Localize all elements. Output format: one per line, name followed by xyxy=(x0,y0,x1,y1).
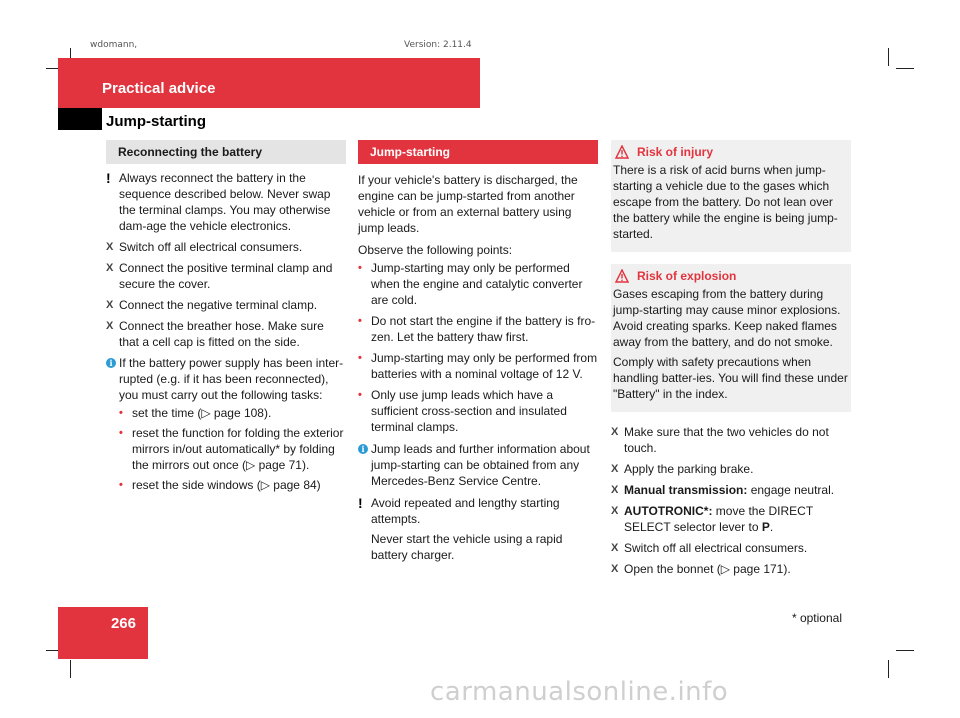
step-item xyxy=(611,503,851,535)
bullet-dot-icon: • xyxy=(119,407,123,419)
caution-text: Never start the vehicle using a rapid battery charger. xyxy=(371,532,563,562)
step-text: Make sure that the two vehicles do not touch. xyxy=(624,425,829,455)
section-header xyxy=(58,58,480,108)
step-arrow-icon: X xyxy=(611,563,619,575)
step-text: Switch off all electrical consumers. xyxy=(119,240,303,254)
caution-text: Avoid repeated and lengthy starting attempts. xyxy=(371,496,560,526)
column-jump-starting xyxy=(358,140,598,568)
list-item xyxy=(358,313,598,345)
task-text: reset the side windows (▷ page 84) xyxy=(132,478,321,492)
page-number-box xyxy=(58,607,148,659)
list-item xyxy=(358,387,598,435)
step-arrow-icon: X xyxy=(611,426,619,438)
warning-title: Risk of explosion xyxy=(637,269,737,283)
gear-position: P xyxy=(761,520,770,534)
step-arrow-icon: X xyxy=(611,542,619,554)
point-text: Do not start the engine if the battery is fro-zen. Let the battery thaw first. xyxy=(371,314,596,344)
step-item xyxy=(611,482,851,498)
bullet-dot-icon: • xyxy=(119,479,123,491)
task-text: set the time (▷ page 108). xyxy=(132,406,272,420)
bullet-dot-icon: • xyxy=(358,262,362,274)
step-text: Connect the positive terminal clamp and secure the cover. xyxy=(119,261,333,291)
exclamation-icon: ! xyxy=(358,495,363,511)
step-arrow-icon: X xyxy=(106,299,114,311)
footnote: * optional xyxy=(791,611,842,625)
step-text: Switch off all electrical consumers. xyxy=(624,541,808,555)
meta-version: Version: 2.11.4 xyxy=(404,40,472,50)
watermark: carmanualsonline.info xyxy=(430,677,729,707)
warning-title: Risk of injury xyxy=(637,145,714,159)
task-list xyxy=(119,405,346,493)
warning-triangle-icon xyxy=(615,145,629,159)
step-item xyxy=(611,561,851,577)
step-arrow-icon: X xyxy=(106,241,114,253)
crop-mark xyxy=(888,660,889,678)
bullet-dot-icon: • xyxy=(358,315,362,327)
warning-explosion xyxy=(611,264,851,412)
bullet-dot-icon: • xyxy=(358,389,362,401)
step-arrow-icon: X xyxy=(611,463,619,475)
meta-author: wdomann, xyxy=(90,40,138,50)
warning-text: Comply with safety precautions when handling batter-ies. You will find these under "Battery" in the index. xyxy=(613,355,848,401)
step-text: . xyxy=(769,520,774,534)
info-note xyxy=(106,355,346,493)
crop-mark xyxy=(888,48,889,66)
warning-injury xyxy=(611,140,851,252)
step-label: Manual transmission: xyxy=(624,483,748,497)
step-item xyxy=(611,424,851,456)
step-text: engage neutral. xyxy=(747,483,835,497)
bullet-dot-icon: • xyxy=(119,427,123,439)
step-item xyxy=(106,297,346,313)
observe-text: Observe the following points: xyxy=(358,243,513,257)
caution-note xyxy=(358,495,598,563)
point-text: Only use jump leads which have a sufficient cross-section and insulated terminal clamps. xyxy=(371,388,567,434)
list-item xyxy=(119,477,346,493)
subsection-title: Jump-starting xyxy=(106,113,207,130)
step-text: Open the bonnet (▷ page 171). xyxy=(624,562,791,576)
step-arrow-icon: X xyxy=(106,262,114,274)
bullet-dot-icon: • xyxy=(358,352,362,364)
list-item xyxy=(119,405,346,421)
step-item xyxy=(106,318,346,350)
header-tab xyxy=(58,108,102,130)
step-text: Connect the breather hose. Make sure that a cell cap is fitted on the side. xyxy=(119,319,324,349)
step-text: Connect the negative terminal clamp. xyxy=(119,298,318,312)
exclamation-icon: ! xyxy=(106,170,111,186)
column-warnings xyxy=(611,140,851,582)
warning-text: Gases escaping from the battery during jump-starting may cause minor explosions. Avoid creating sparks. Keep naked flames away from the battery, and do not smoke. xyxy=(613,287,841,349)
step-arrow-icon: X xyxy=(611,505,619,517)
info-icon: i xyxy=(106,358,116,368)
task-text: reset the function for folding the exterior mirrors in/out automatically* by folding the mirrors out once (▷ page 71). xyxy=(132,426,344,472)
warning-triangle-icon xyxy=(615,269,629,283)
step-item xyxy=(611,540,851,556)
section-title: Practical advice xyxy=(102,80,216,97)
caution-text: Always reconnect the battery in the sequence described below. Never swap the terminal clamps. You may otherwise dam-age the vehicle electronics. xyxy=(119,171,331,233)
step-arrow-icon: X xyxy=(611,484,619,496)
intro-text: If your vehicle's battery is discharged, the engine can be jump-started from another vehicle or from an external battery using jump leads. xyxy=(358,173,578,235)
caution-note xyxy=(106,170,346,234)
list-item xyxy=(358,350,598,382)
list-item xyxy=(358,260,598,308)
crop-mark xyxy=(70,660,71,678)
step-item xyxy=(106,260,346,292)
page-number: 266 xyxy=(110,615,136,632)
list-item xyxy=(119,425,346,473)
column-reconnecting xyxy=(106,140,346,498)
step-text: move the DIRECT SELECT selector lever to xyxy=(624,504,813,534)
crop-mark xyxy=(896,650,914,651)
crop-mark xyxy=(896,68,914,69)
step-text: Apply the parking brake. xyxy=(624,462,754,476)
point-text: Jump-starting may only be performed when the engine and catalytic converter are cold. xyxy=(371,261,583,307)
warning-text: There is a risk of acid burns when jump-starting a vehicle due to the gases which escape from the battery. Do not lean over the battery while the engine is being jump-started. xyxy=(613,163,838,241)
step-label: AUTOTRONIC*: xyxy=(624,504,713,518)
info-note xyxy=(358,441,598,489)
jump-starting-title: Jump-starting xyxy=(358,140,598,164)
info-text: If the battery power supply has been inter-rupted (e.g. if it has been reconnected), you must carry out the following tasks: xyxy=(119,356,344,402)
step-item xyxy=(611,461,851,477)
info-text: Jump leads and further information about jump-starting can be obtained from any Mercedes-Benz Service Centre. xyxy=(371,442,590,488)
reconnecting-title: Reconnecting the battery xyxy=(106,140,346,164)
step-arrow-icon: X xyxy=(106,320,114,332)
info-icon: i xyxy=(358,444,368,454)
point-text: Jump-starting may only be performed from batteries with a nominal voltage of 12 V. xyxy=(371,351,598,381)
step-item xyxy=(106,239,346,255)
